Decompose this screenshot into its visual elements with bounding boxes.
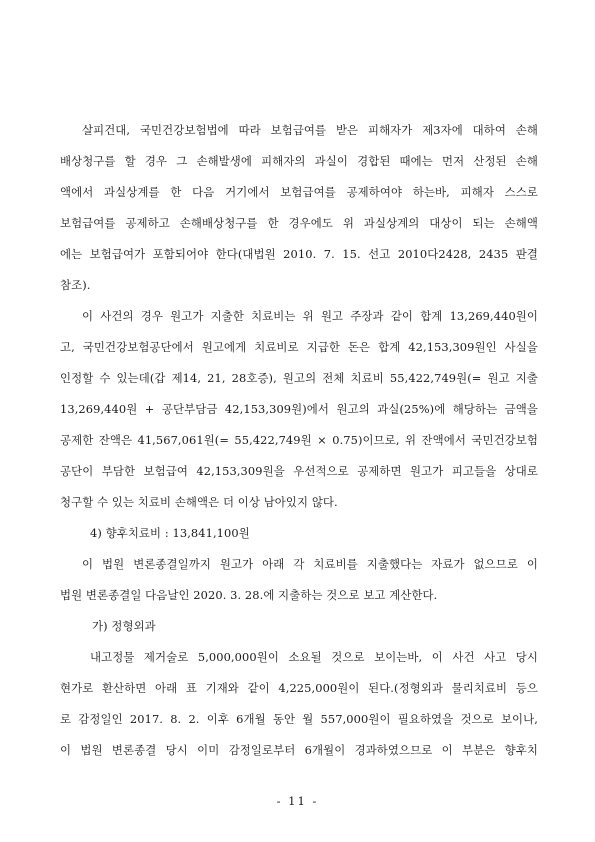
paragraph-line: 고, 국민건강보험공단에서 원고에게 치료비로 지급한 돈은 합계 42,153,309원인 사실을 (60, 340, 538, 354)
paragraph-line: 내고정물 제거술로 5,000,000원이 소요될 것으로 보이는바, 이 사건 사고 당시 (90, 650, 538, 664)
section-heading: 4) 향후치료비 : 13,841,100원 (90, 526, 250, 540)
paragraph-line: 청구할 수 있는 치료비 손해액은 더 이상 남아있지 않다. (60, 495, 338, 509)
paragraph-line: 법원 변론종결일 다음날인 2020. 3. 28.에 지출하는 것으로 보고 계산한다. (60, 588, 438, 602)
paragraph-line: 보험급여를 공제하고 손해배상청구를 한 경우에도 위 과실상계의 대상이 되는 손해액 (60, 216, 538, 230)
paragraph-line: 에는 보험급여가 포함되어야 한다(대법원 2010. 7. 15. 선고 2010다2428, 2435 판결 (60, 247, 538, 261)
paragraph-line: 액에서 과실상계를 한 다음 거기에서 보험급여를 공제하여야 하는바, 피해자 스스로 (60, 185, 538, 199)
paragraph-line: 인정할 수 있는데(갑 제14, 21, 28호증), 원고의 전체 치료비 55,422,749원(= 원고 지출 (60, 371, 538, 385)
paragraph-line: 13,269,440원 + 공단부담금 42,153,309원)에서 원고의 과실(25%)에 해당하는 금액을 (60, 402, 538, 416)
subsection-heading: 가) 정형외과 (92, 619, 156, 633)
paragraph-line: 이 법원 변론종결일까지 원고가 아래 각 치료비를 지출했다는 자료가 없으므로 이 (82, 557, 538, 571)
paragraph-line: 현가로 환산하면 아래 표 기재와 같이 4,225,000원이 된다.(정형외과 물리치료비 등으 (60, 681, 538, 695)
paragraph-line: 공단이 부담한 보험급여 42,153,309원을 우선적으로 공제하면 원고가 피고들을 상대로 (60, 464, 538, 478)
paragraph-line: 참조). (60, 278, 91, 292)
paragraph-line: 공제한 잔액은 41,567,061원(= 55,422,749원 × 0.75)이므로, 위 잔액에서 국민건강보험 (60, 433, 538, 447)
paragraph-line: 로 감정일인 2017. 8. 2. 이후 6개월 동안 월 557,000원이 필요하였을 것으로 보이나, (60, 712, 538, 726)
page-number: - 11 - (276, 794, 319, 808)
paragraph-line: 배상청구를 할 경우 그 손해발생에 피해자의 과실이 경합된 때에는 먼저 산정된 손해 (60, 154, 538, 168)
paragraph-line: 살피건대, 국민건강보험법에 따라 보험급여를 받은 피해자가 제3자에 대하여 손해 (82, 123, 538, 137)
paragraph-line: 이 사건의 경우 원고가 지출한 치료비는 위 원고 주장과 같이 합계 13,269,440원이 (82, 309, 538, 323)
paragraph-line: 이 법원 변론종결 당시 이미 감정일로부터 6개월이 경과하였으므로 이 부분은 향후치 (60, 743, 538, 757)
